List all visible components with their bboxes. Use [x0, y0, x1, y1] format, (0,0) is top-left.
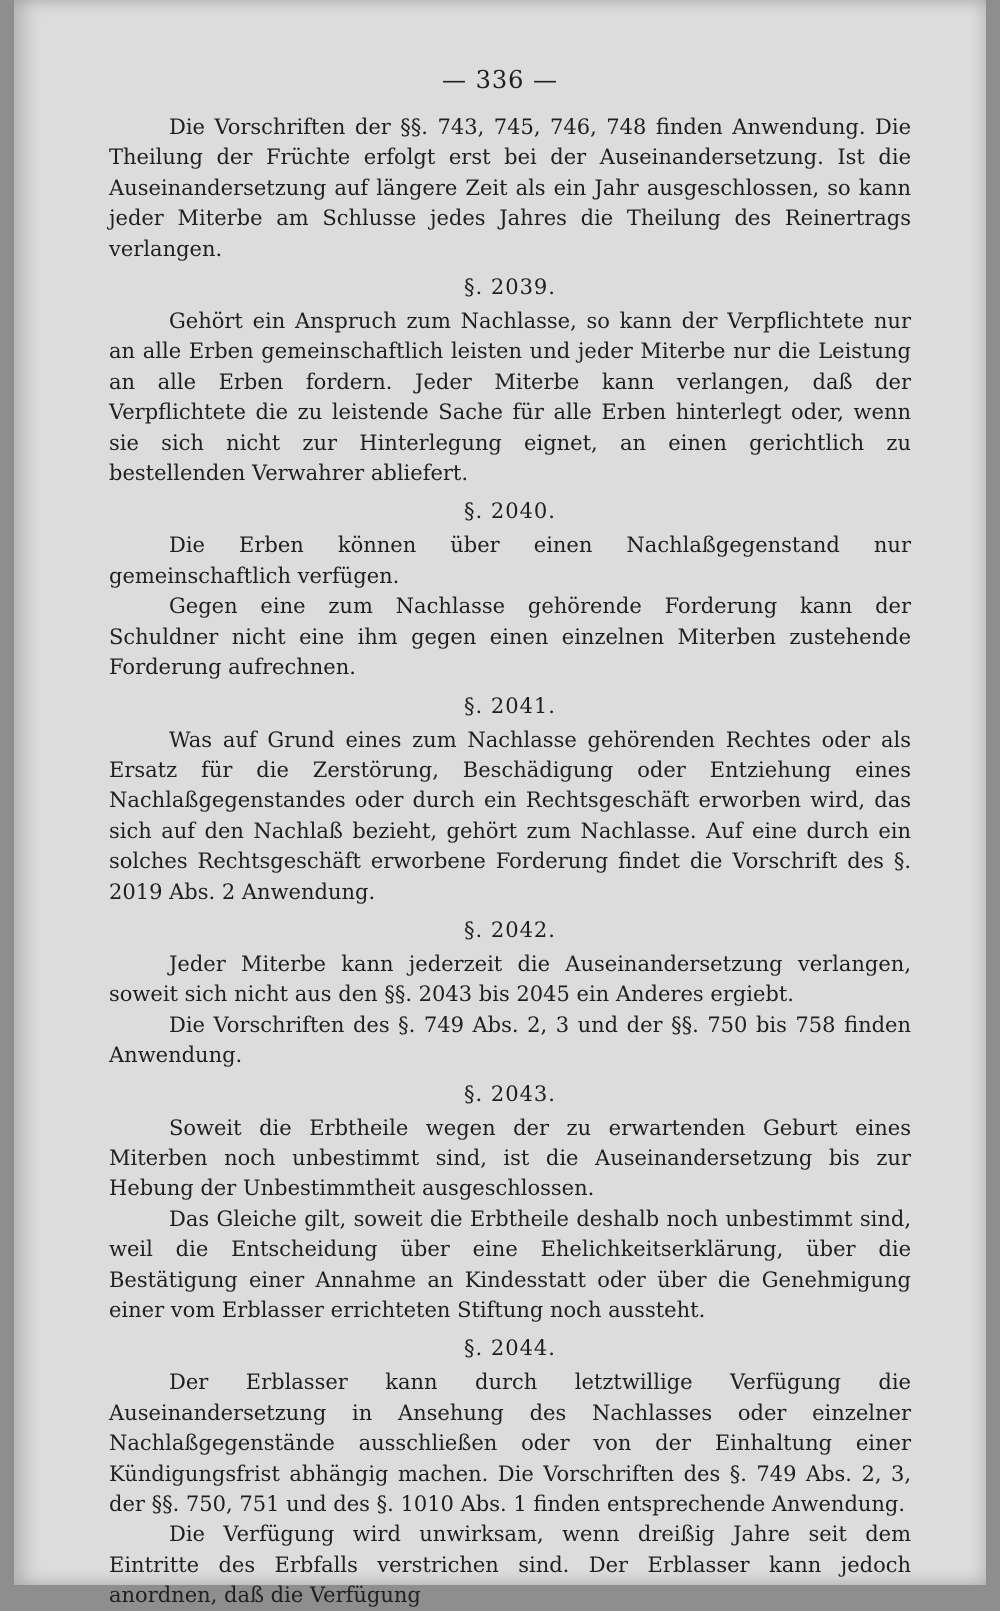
page-number: — 336 —	[441, 66, 559, 94]
section-heading: §. 2039.	[464, 275, 556, 300]
paragraph: Was auf Grund eines zum Nachlasse gehörenden Rechtes oder als Ersatz für die Zerstörung, Beschädigung oder Entziehung eines Nachlaßgegenstandes oder durch ein Rechtsgeschäft erworben wird, das sich auf den Nachlaß bezieht, gehört zum Nachlasse. Auf eine durch ein solches Rechtsgeschäft erworbene Forderung findet die Vorschrift des §. 2019 Abs. 2 Anwendung.	[109, 727, 911, 904]
paragraph: Gehört ein Anspruch zum Nachlasse, so kann der Verpflichtete nur an alle Erben gemeinschaftlich leisten und jeder Miterbe nur die Leistung an alle Erben fordern. Jeder Miterbe kann verlangen, daß der Verpflichtete die zu leistende Sache für alle Erben hinterlegt oder, wenn sie sich nicht zur Hinterlegung eignet, an einen gerichtlich zu bestellenden Verwahrer abliefert.	[109, 309, 911, 486]
section-heading: §. 2040.	[464, 499, 556, 524]
section-heading: §. 2041.	[464, 693, 556, 718]
section-heading: §. 2043.	[464, 1081, 556, 1106]
paragraph: Der Erblasser kann durch letztwillige Verfügung die Auseinandersetzung in Ansehung des Nachlasses oder einzelner Nachlaßgegenstände ausschließen oder von der Einhaltung einer Kündigungsfrist abhängig machen. Die Vorschriften des §. 749 Abs. 2, 3, der §§. 750, 751 und des §. 1010 Abs. 1 finden entsprechende Anwendung.	[109, 1370, 911, 1517]
paragraph: Die Vorschriften des §. 749 Abs. 2, 3 und der §§. 750 bis 758 finden Anwendung.	[109, 1012, 911, 1068]
section-heading: §. 2044.	[464, 1336, 556, 1361]
paragraph: Die Vorschriften der §§. 743, 745, 746, 748 finden Anwendung. Die Theilung der Früchte erfolgt erst bei der Auseinandersetzung. Ist die Auseinandersetzung auf längere Zeit als ein Jahr ausgeschlossen, so kann jeder Miterbe am Schlusse jedes Jahres die Theilung des Reinertrags verlangen.	[109, 115, 911, 261]
document-page	[14, 0, 986, 1608]
paragraph: Die Erben können über einen Nachlaßgegenstand nur gemeinschaftlich verfügen.	[109, 533, 911, 588]
paragraph: Jeder Miterbe kann jederzeit die Auseinandersetzung verlangen, soweit sich nicht aus den §§. 2043 bis 2045 ein Anderes ergiebt.	[109, 951, 911, 1007]
paragraph: Die Verfügung wird unwirksam, wenn dreißig Jahre seit dem Eintritte des Erbfalls verstrichen sind. Der Erblasser kann jedoch anordnen, daß die Verfügung	[109, 1522, 911, 1608]
paragraph: Gegen eine zum Nachlasse gehörende Forderung kann der Schuldner nicht eine ihm gegen einen einzelnen Miterben zustehende Forderung aufrechnen.	[109, 594, 911, 680]
section-heading: §. 2042.	[464, 917, 556, 942]
paragraph: Das Gleiche gilt, soweit die Erbtheile deshalb noch unbestimmt sind, weil die Entscheidung über eine Ehelichkeitserklärung, über die Bestätigung einer Annahme an Kindesstatt oder über die Genehmigung einer vom Erblasser errichteten Stiftung noch aussteht.	[109, 1206, 911, 1322]
document-body	[109, 112, 911, 1611]
paragraph: Soweit die Erbtheile wegen der zu erwartenden Geburt eines Miterben noch unbestimmt sind, ist die Auseinandersetzung bis zur Hebung der Unbestimmtheit ausgeschlossen.	[109, 1115, 911, 1201]
